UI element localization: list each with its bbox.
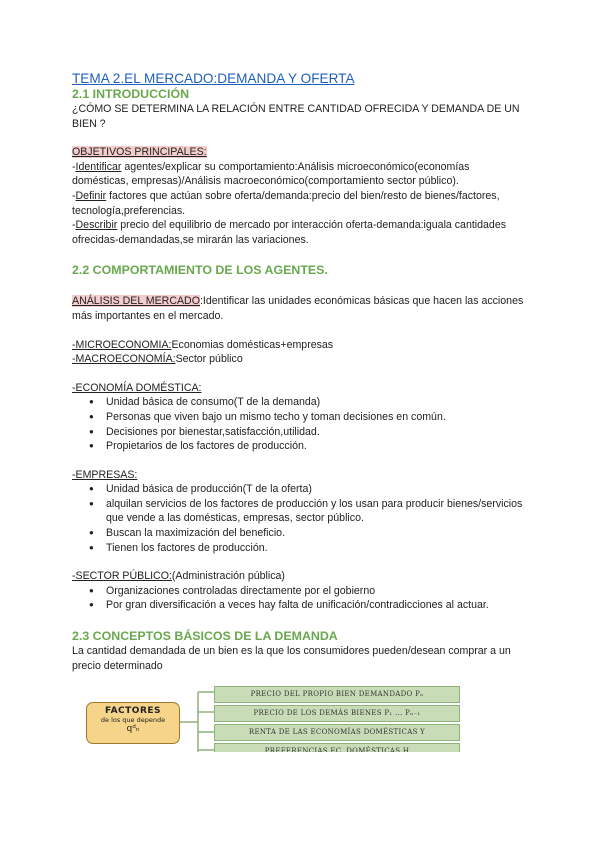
factor-precio-demas: PRECIO DE LOS DEMÁS BIENES P₁ ... Pₙ₋₁ [214, 705, 460, 722]
analisis-label: ANÁLISIS DEL MERCADO [72, 295, 200, 308]
intro-question: ¿CÓMO SE DETERMINA LA RELACIÓN ENTRE CANTIDAD OFRECIDA Y DEMANDA DE UN BIEN ? [72, 103, 520, 130]
factores-subtitle: de los que depende [100, 716, 166, 724]
sector-publico-line [72, 569, 528, 584]
micro-label: -MICROECONOMIA: [72, 338, 172, 351]
section-2-3-heading: 2.3 CONCEPTOS BÁSICOS DE LA DEMANDA [72, 629, 338, 644]
objective-1-verb: Identificar [75, 160, 122, 173]
objective-1-text: agentes/explicar su comportamiento:Análisis microeconómico(economías domésticas, empresas)/Análisis macroeconómico(comportamiento sector público). [72, 160, 470, 188]
objective-3-verb: Describir [75, 219, 118, 232]
analisis-paragraph [72, 294, 528, 323]
objective-3-text: precio del equilibrio de mercado por interacción oferta-demanda:iguala cantidades ofrecidas-demandadas,se mirarán las variaciones. [72, 219, 507, 246]
sector-publico-list [72, 584, 528, 613]
document-page [72, 70, 528, 673]
factores-quantity: qᵈₙ [126, 724, 140, 734]
list-item: ● alquilan servicios de los factores de producción y los usan para producir bienes/servicios que vende a las domésticas, empresas, sector público. [106, 497, 528, 526]
analisis-text: :Identificar las unidades económicas básicas que hacen las acciones más importantes en el mercado. [72, 295, 524, 322]
economia-domestica-list [72, 395, 528, 453]
list-item: ● Personas que viven bajo un mismo techo y toman decisiones en común. [106, 410, 528, 425]
objective-2-verb: Definir [75, 189, 107, 202]
list-item: ● Decisiones por bienestar,satisfacción,utilidad. [106, 425, 528, 440]
objective-1: -Identificar agentes/explicar su comportamiento:Análisis microeconómico(economías domésticas, empresas)/Análisis macroeconómico(comportamiento sector público). [72, 160, 470, 188]
document-title: TEMA 2.EL MERCADO:DEMANDA Y OFERTA [72, 71, 355, 86]
section-2-2-heading: 2.2 COMPORTAMIENTO DE LOS AGENTES. [72, 263, 328, 278]
empresas-label: -EMPRESAS: [72, 468, 138, 481]
factores-title: FACTORES [104, 706, 162, 716]
objective-3: -Describir precio del equilibrio de mercado por interacción oferta-demanda:iguala cantidades ofrecidas-demandadas,se mirarán las variaciones. [72, 219, 507, 246]
section-2-1-heading: 2.1 INTRODUCCIÓN [72, 87, 190, 101]
objective-2: -Definir factores que actúan sobre oferta/demanda:precio del bien/resto de bienes/factores, tecnología,preferencias. [72, 189, 500, 217]
factor-precio-propio: PRECIO DEL PROPIO BIEN DEMANDADO Pₙ [214, 686, 460, 703]
factor-preferencias: PREFERENCIAS EC. DOMÉSTICAS H [214, 743, 460, 752]
macro-text: Sector público [175, 353, 243, 366]
micro-text: Economias domésticas+empresas [171, 338, 334, 351]
macro-label: -MACROECONOMÍA: [72, 353, 176, 366]
demanda-intro: La cantidad demandada de un bien es la que los consumidores pueden/desean comprar a un precio determinado [72, 645, 511, 672]
list-item: ● Propietarios de los factores de producción. [106, 439, 528, 454]
macro-line [72, 352, 528, 367]
list-item: ● Buscan la maximización del beneficio. [106, 526, 528, 541]
list-item: ● Organizaciones controladas directamente por el gobierno [106, 584, 528, 599]
factores-diagram [86, 686, 466, 756]
economia-domestica-label: -ECONOMÍA DOMÉSTICA: [72, 381, 202, 394]
list-item: ● Unidad básica de consumo(T de la demanda) [106, 395, 528, 410]
list-item: ● Por gran diversificación a veces hay falta de unificación/contradicciones al actuar. [106, 598, 528, 613]
factores-box [86, 702, 180, 744]
list-item: ● Tienen los factores de producción. [106, 541, 528, 556]
objetivos-label: OBJETIVOS PRINCIPALES: [72, 146, 207, 159]
list-item: ● Unidad básica de producción(T de la oferta) [106, 482, 528, 497]
empresas-list [72, 482, 528, 555]
sector-publico-label: -SECTOR PÚBLICO: [72, 570, 172, 583]
micro-line [72, 338, 528, 353]
factor-renta: RENTA DE LAS ECONOMÍAS DOMÉSTICAS Y [214, 724, 460, 741]
objective-2-text: factores que actúan sobre oferta/demanda:precio del bien/resto de bienes/factores, tecnología,preferencias. [72, 189, 500, 217]
sector-publico-text: (Administración pública) [171, 570, 285, 583]
